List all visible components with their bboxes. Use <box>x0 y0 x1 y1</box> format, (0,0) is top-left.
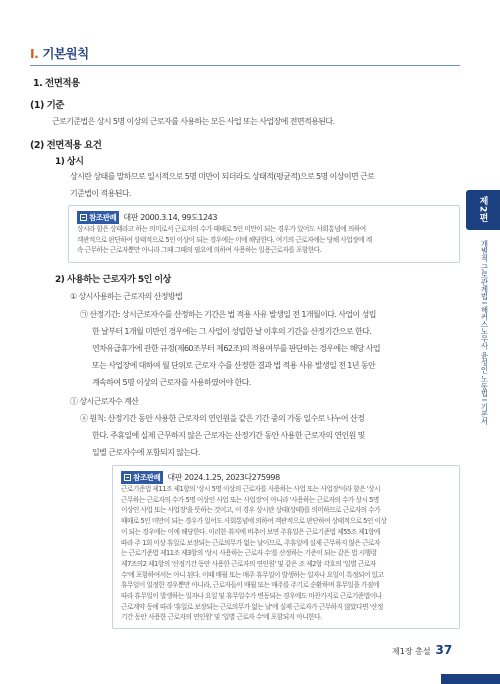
reference-case-1: 대판 2000.3.14, 99도1243 <box>123 213 218 222</box>
section-heading <box>30 44 89 62</box>
running-side-header: 개별적 근로관계법 I 해커스노무사 윤성인 노동법 I 기본서 <box>480 240 489 425</box>
reference-2-line-13: 기간 동안 사용한 근로자의 연인원' 및 '일별 근로자 수'에 포함되지 아니한다. <box>121 613 322 622</box>
reference-2-line-10: 휴무일이 일정한 경우뿐만 아니라, 근로자들이 매월 또는 매주를 주기로 순환하며 휴무일을 가짐에 <box>121 581 379 590</box>
reference-2-line-11: 따라 휴무일이 발생하는 일자나 요일 및 휴무일수가 변동되는 경우에도 마찬가지로 근로기준법이나 <box>121 592 382 600</box>
paragraph-1-2-1-line-1: 상시란 상태를 말하므로 일시적으로 5명 미만이 되더라도 상태적(평균적)으로 5명 이상이면 근로 <box>70 172 375 181</box>
item-2a-line-2: 한다. 주휴일에 실제 근무하지 않은 근로자는 산정기간 동안 사용한 근로자의 연인원 및 <box>92 431 365 440</box>
reference-2-line-4: 때때로 5인 미만이 되는 경우가 있어도 사회통념에 의하여 객관적으로 판단하여 상태적으로 5인 이상 <box>121 517 387 526</box>
reference-2-line-6: 따라 주 1회 이상 휴일로 보장되는 근로의무가 없는 날이므로, 주휴일에 실제 근무하지 않은 근로자 <box>121 538 380 547</box>
item-1a-line-3: 연차유급휴가에 관한 규정(제60조부터 제62조)의 적용여부를 판단하는 경우에는 해당 사업 <box>92 344 381 353</box>
part-tab-label: 제2편 <box>477 196 488 224</box>
reference-1-line-2: 객관적으로 판단하여 상태적으로 5인 이상이 되는 경우에는 이에 해당한다. 여기의 근로자에는 당해 사업장에 계 <box>77 235 372 244</box>
part-tab[interactable] <box>466 190 500 230</box>
item-1-title: ① 상시사용하는 근로자의 산정방법 <box>70 292 183 301</box>
page-footer <box>392 643 452 657</box>
document-icon <box>124 474 131 481</box>
reference-2-line-2: 근무하는 근로자의 수가 5명 이상인 사업 또는 사업장'이 아니라 '사용하는 근로자의 수가 상시 5명 <box>121 495 379 504</box>
section-number: I. <box>30 46 39 61</box>
reference-2-line-8: 제7조의2 제1항의 '산정기간 동안 사용한 근로자의 연인원' 및 같은 조 제2항 각호의 '일별 근로자 <box>121 559 376 568</box>
reference-1-line-1: 상시라 함은 상태라고 하는 의미로서 근로자의 수가 때때로 5인 미만이 되는 경우가 있어도 사회통념에 의하여 <box>77 225 366 233</box>
heading-1-2-2: 2) 사용하는 근로자가 5인 이상 <box>55 275 171 285</box>
reference-2-line-1: 근로기준법 제11조 제1항의 '상시 5명 이상의 근로자를 사용하는 사업 또는 사업장'이라 함은 '상시 <box>121 485 381 493</box>
reference-1-line-3: 속 근무하는 근로자뿐만 아니라 그때 그때의 필요에 의하여 사용하는 일용근로자를 포함한다. <box>77 246 322 255</box>
item-2a-line-3: 일별 근로자수에 포함되지 않는다. <box>92 448 200 457</box>
reference-badge-2 <box>121 471 163 484</box>
reference-box-2 <box>112 465 460 629</box>
heading-rule <box>30 65 460 66</box>
page-number: 37 <box>435 643 453 657</box>
reference-2-line-12: 근로계약 등에 따라 '휴일로 보장되는 근로의무가 없는 날'에 실제 근로자가 근무하지 않았다면 '산정 <box>121 602 383 611</box>
item-1a-line-5: 계속하여 5명 이상의 근로자를 사용하였어야 한다. <box>92 378 251 387</box>
section-title: 기본원칙 <box>42 46 89 61</box>
paragraph-1-2-1-line-2: 기준법이 적용된다. <box>70 189 131 198</box>
heading-1-2-1: 1) 상시 <box>55 157 84 167</box>
item-2a-line-1: ⓐ 원칙: 산정기간 동안 사용한 근로자의 연인원을 같은 기간 중의 가동 일수로 나누어 산정 <box>80 414 365 423</box>
item-1a-line-2: 한 날부터 1개월 미만인 경우에는 그 사업이 성립한 날 이후의 기간을 산정기간으로 한다. <box>92 327 372 336</box>
reference-title-1 <box>77 211 217 224</box>
reference-2-line-9: 수'에 포함하여서는 아니 된다. 이때 매월 또는 매주 휴무일이 발생하는 일자나 요일이 특정되어 있고 <box>121 570 384 579</box>
heading-1-1: (1) 기준 <box>30 100 64 111</box>
reference-case-2: 대판 2024.1.25, 2023다275998 <box>167 473 280 482</box>
footer-chapter: 제1장 총설 <box>392 647 431 656</box>
item-1a-line-4: 또는 사업장에 대하여 월 단위로 근로자 수를 산정한 결과 법 적용 사유 발생일 전 1년 동안 <box>92 361 376 370</box>
heading-1: 1. 전면적용 <box>33 78 80 89</box>
reference-2-line-3: 이상인 사업 또는 사업장'을 뜻하는 것이고, 이 경우 상시란 상태(상태)를 의미하므로 근로자의 수가 <box>121 506 381 515</box>
reference-2-line-5: 이 되는 경우에는 이에 해당한다. 이러한 취지에 비추어 보면 주휴일은 근로기준법 제55조 제1항에 <box>121 527 380 536</box>
item-2-title: ⓛ 상시근로자수 계산 <box>70 397 139 406</box>
paragraph-1-1: 근로기준법은 상시 5명 이상의 근로자를 사용하는 모든 사업 또는 사업장에 전면적용된다. <box>52 117 335 126</box>
reference-badge-label-1: 참조판례 <box>89 213 117 222</box>
reference-badge-label-2: 참조판례 <box>133 473 161 482</box>
heading-1-2: (2) 전면적용 요건 <box>30 140 102 151</box>
reference-2-line-7: 는 근로기준법 제11조 제3항의 '상시 사용하는 근로자 수'를 산정하는 기준이 되는 같은 법 시행령 <box>121 549 377 558</box>
corner-accent <box>441 674 500 684</box>
item-1a-line-1: ㉠ 산정기간: 상시근로자수를 산정하는 기간은 법 적용 사유 발생일 전 1개월이다. 사업이 성립 <box>80 310 376 319</box>
document-icon <box>80 214 87 221</box>
reference-box-1 <box>68 205 460 263</box>
reference-title-2 <box>121 471 280 484</box>
reference-badge-1 <box>77 211 119 224</box>
